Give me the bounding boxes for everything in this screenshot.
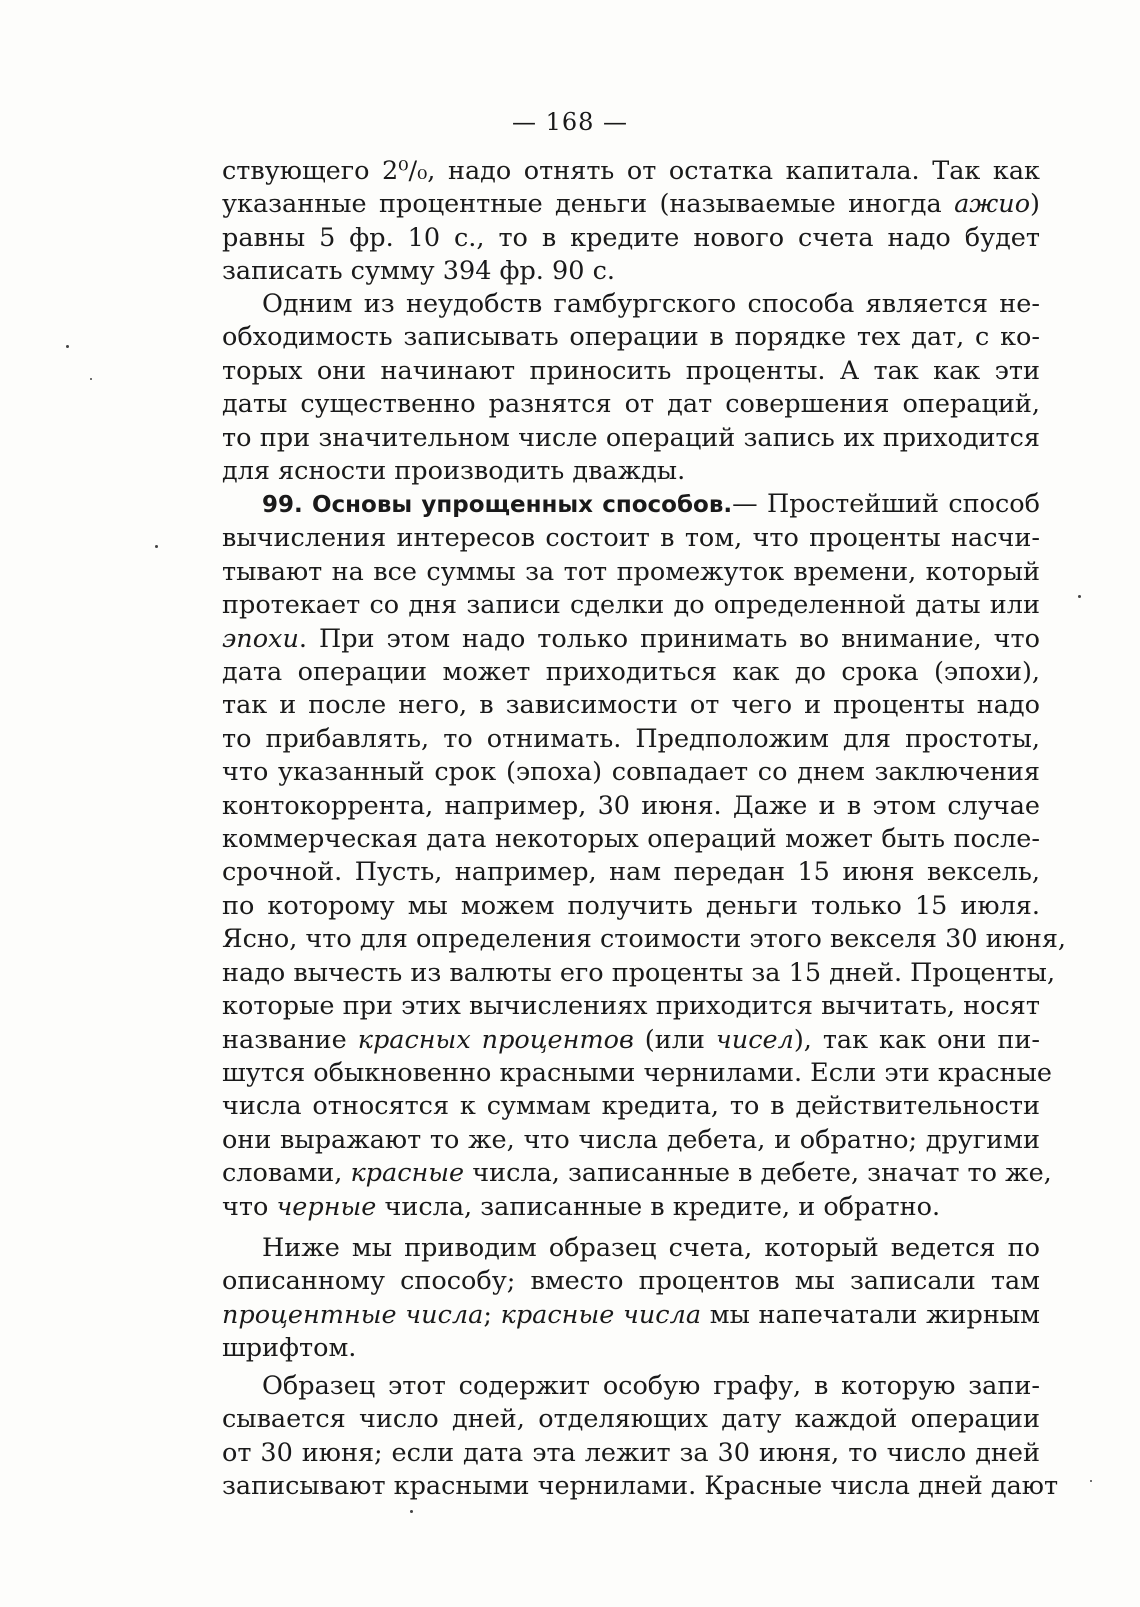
text-line: для ясности производить дважды. [222,456,686,487]
text-span: название [222,1024,358,1055]
text-span: (или [633,1024,716,1055]
text-line [222,1157,1052,1190]
text-line [222,1191,1040,1224]
text-line [222,488,1040,522]
text-line: записать сумму 394 фр. 90 с. [222,256,615,287]
text-line: от 30 июня; если дата эта лежит за 30 июня, то число дней [222,1437,1040,1468]
text-span: . При этом надо только принимать во внимание, что [298,623,1040,654]
text-line: Ниже мы приводим образец счета, который ведется по [262,1233,1040,1263]
text-line: торых они начинают приносить проценты. А так как эти [222,355,1040,386]
italic-term: красные числа [500,1299,702,1330]
italic-term: чисел [715,1024,794,1055]
text-span: словами, [222,1158,351,1189]
paragraph-5 [222,1370,1059,1504]
scan-speck [1090,1480,1092,1482]
scan-speck [155,545,158,548]
text-line: Образец этот содержит особую графу, в которую запи- [262,1371,1040,1401]
text-line: контокоррента, например, 30 июня. Даже и в этом случае [222,790,1040,821]
text-span: мы напечатали жирным [701,1299,1041,1330]
text-line: равны 5 фр. 10 с., то в кредите нового счета надо будет [222,222,1040,253]
text-span: что [222,1191,277,1222]
italic-term: процентные числа [222,1299,484,1330]
page-number: — 168 — [511,108,629,136]
text-line: так и после него, в зависимости от чего и проценты надо [222,690,1040,721]
text-line: Одним из неудобств гамбургского способа является не- [262,289,1040,319]
text-line: ствующего 2⁰/₀, надо отнять от остатка капитала. Так как [222,156,1040,186]
text-line [222,1024,1040,1057]
scan-speck [90,378,92,380]
text-line: срочной. Пусть, например, нам передан 15 июня вексель, [222,857,1040,888]
text-span: ; [483,1299,501,1330]
text-line [222,188,1040,221]
text-line: коммерческая дата некоторых операций может быть после- [222,824,1040,855]
text-line: описанному способу; вместо процентов мы записали там [222,1266,1040,1297]
text-span: — Простейший способ [732,489,1040,519]
text-line: тывают на все суммы за тот промежуток времени, который [222,556,1040,587]
text-span: числа, записанные в кредите, и обратно. [376,1191,941,1222]
text-line [222,623,1040,656]
italic-term: ажио [954,189,1031,220]
text-line: вычисления интересов состоит в том, что проценты насчи- [222,523,1040,554]
text-line: что указанный срок (эпоха) совпадает со днем заключения [222,757,1040,788]
section-heading: 99. Основы упрощенных способов. [262,492,733,518]
text-line: дата операции может приходиться как до срока (эпохи), [222,657,1040,688]
text-line: то прибавлять, то отнимать. Предположим для простоты, [222,723,1040,754]
text-line: надо вычесть из валюты его проценты за 15 дней. Проценты, [222,957,1056,988]
text-line: шрифтом. [222,1333,357,1364]
text-line: они выражают то же, что числа дебета, и обратно; другими [222,1124,1040,1155]
text-span: числа, записанные в дебете, значат то же, [464,1158,1052,1189]
italic-term: эпохи [222,623,299,654]
text-span: ), так как они пи- [793,1024,1040,1055]
text-line: обходимость записывать операции в порядке тех дат, с ко- [222,322,1040,353]
italic-term: красных процентов [357,1024,634,1055]
scan-speck [66,345,69,348]
text-line: которые при этих вычислениях приходится вычитать, носят [222,991,1040,1022]
text-span: указанные процентные деньги (называемые иногда [222,189,955,220]
text-span: ) [1030,189,1040,220]
paragraph-4 [222,1232,1040,1366]
text-line [222,1299,1040,1332]
text-line: протекает со дня записи сделки до определенной даты или [222,590,1040,621]
italic-term: черные [276,1191,377,1222]
text-line: числа относятся к суммам кредита, то в действительности [222,1091,1040,1122]
text-line: записывают красными чернилами. Красные числа дней дают [222,1471,1059,1502]
paragraph-1 [222,155,1040,289]
text-line: Ясно, что для определения стоимости этого векселя 30 июня, [222,924,1067,955]
text-line: сывается число дней, отделяющих дату каждой операции [222,1404,1040,1435]
text-line: то при значительном числе операций запись их приходится [222,422,1040,453]
text-line: по которому мы можем получить деньги только 15 июля. [222,890,1040,921]
paragraph-2 [222,288,1040,488]
scan-speck [1078,595,1081,598]
text-line: шутся обыкновенно красными чернилами. Если эти красные [222,1057,1052,1088]
scan-speck [410,1510,413,1513]
text-line: даты существенно разнятся от дат совершения операций, [222,389,1040,420]
section-99 [222,488,1067,1224]
italic-term: красные [350,1158,465,1189]
